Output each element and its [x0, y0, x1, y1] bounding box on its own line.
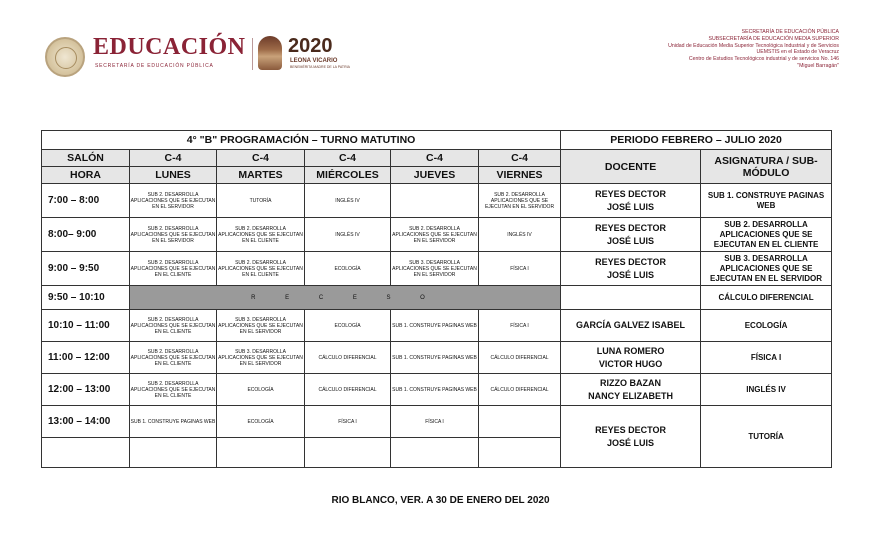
leona-vicario-portrait-icon — [258, 36, 282, 70]
room-cell: C-4 — [479, 150, 561, 167]
institution-line: UEMSTIS en el Estado de Veracruz — [756, 49, 839, 56]
salon-label: SALÓN — [42, 150, 130, 167]
class-cell: CÁLCULO DIFERENCIAL — [305, 374, 391, 406]
class-cell: SUB 2. DESARROLLA APLICACIONES QUE SE EJECUTAN EN EL SERVIDOR — [130, 218, 217, 252]
hour-cell: 9:00 – 9:50 — [42, 252, 130, 286]
schedule-row — [42, 252, 832, 286]
class-cell: SUB 3. DESARROLLA APLICACIONES QUE SE EJECUTAN EN EL SERVIDOR — [217, 310, 305, 342]
mexico-coat-of-arms-icon — [45, 37, 85, 77]
hora-label: HORA — [42, 167, 130, 184]
schedule-row — [42, 310, 832, 342]
docente-name-line: REYES DECTOR — [595, 188, 666, 199]
class-cell: SUB 1. CONSTRUYE PAGINAS WEB — [391, 342, 479, 374]
docente-name-line: RIZZO BAZAN — [600, 377, 662, 388]
class-cell: INGLÉS IV — [479, 218, 561, 252]
docente-cell — [561, 218, 701, 252]
schedule-row — [42, 218, 832, 252]
docente-cell — [561, 310, 701, 342]
empty-cell — [42, 438, 130, 468]
hour-cell: 8:00– 9:00 — [42, 218, 130, 252]
class-cell: ECOLOGÍA — [217, 374, 305, 406]
room-cell: C-4 — [130, 150, 217, 167]
class-cell: TUTORÍA — [217, 184, 305, 218]
class-cell: SUB 2. DESARROLLA APLICACIONES QUE SE EJECUTAN EN EL CLIENTE — [130, 342, 217, 374]
footer-place-date: RIO BLANCO, VER. A 30 DE ENERO DEL 2020 — [331, 495, 550, 506]
sep-logo-text: EDUCACIÓN — [93, 34, 246, 60]
empty-cell — [391, 438, 479, 468]
day-header: JUEVES — [391, 167, 479, 184]
class-cell: FÍSICA I — [479, 252, 561, 286]
docente-name-line: JOSÉ LUIS — [607, 269, 655, 280]
institution-line: SECRETARÍA DE EDUCACIÓN PÚBLICA — [741, 29, 839, 35]
empty-cell — [130, 438, 217, 468]
class-cell: SUB 2. DESARROLLA APLICACIONES QUE SE EJECUTAN EN EL SERVIDOR — [391, 218, 479, 252]
schedule-table — [41, 130, 832, 468]
docente-cell — [561, 286, 701, 310]
institution-line: Unidad de Educación Media Superior Tecnológica Industrial y de Servicios — [668, 42, 839, 49]
docente-name-line: NANCY ELIZABETH — [588, 390, 673, 401]
class-cell: ECOLOGÍA — [305, 252, 391, 286]
docente-cell — [561, 184, 701, 218]
class-cell: SUB 2. DESARROLLA APLICACIONES QUE SE EJECUTAN EN EL CLIENTE — [217, 252, 305, 286]
docente-name-line: JOSÉ LUIS — [607, 201, 655, 212]
class-cell: SUB 2. DESARROLLA APLICACIONES QUE SE EJECUTAN EN EL SERVIDOR — [479, 184, 561, 218]
hour-cell: 13:00 – 14:00 — [42, 406, 130, 438]
period-label: PERIODO FEBRERO – JULIO 2020 — [561, 131, 832, 150]
sep-logo-subtitle: SECRETARÍA DE EDUCACIÓN PÚBLICA — [95, 63, 214, 69]
asignatura-cell: SUB 1. CONSTRUYE PAGINAS WEB — [701, 184, 832, 218]
docente-cell — [561, 374, 701, 406]
docente-header: DOCENTE — [561, 150, 701, 184]
document-header — [0, 0, 881, 100]
year-logo-subtitle: LEONA VICARIO — [290, 58, 338, 64]
hour-cell: 9:50 – 10:10 — [42, 286, 130, 310]
class-cell: ECOLOGÍA — [305, 310, 391, 342]
schedule-row — [42, 184, 832, 218]
schedule-row — [42, 286, 832, 310]
institution-line: SUBSECRETARÍA DE EDUCACIÓN MEDIA SUPERIOR — [708, 35, 839, 42]
institution-line: Centro de Estudios Tecnológicos industrial y de servicios No. 146 — [688, 56, 839, 63]
class-cell — [391, 184, 479, 218]
class-cell: CÁLCULO DIFERENCIAL — [479, 342, 561, 374]
asignatura-cell: INGLÉS IV — [701, 374, 832, 406]
docente-name-line: GARCÍA GALVEZ ISABEL — [576, 320, 686, 330]
class-cell: SUB 2. DESARROLLA APLICACIONES QUE SE EJECUTAN EN EL CLIENTE — [130, 310, 217, 342]
docente-name-line: VICTOR HUGO — [598, 358, 663, 369]
docente-name-line: REYES DECTOR — [595, 256, 666, 267]
class-cell: FÍSICA I — [391, 406, 479, 438]
schedule-title: 4° "B" PROGRAMACIÓN – TURNO MATUTINO — [42, 131, 561, 150]
class-cell: FÍSICA I — [305, 406, 391, 438]
hour-cell: 7:00 – 8:00 — [42, 184, 130, 218]
hour-cell: 11:00 – 12:00 — [42, 342, 130, 374]
day-header: MIÉRCOLES — [305, 167, 391, 184]
empty-cell — [479, 438, 561, 468]
hour-cell: 12:00 – 13:00 — [42, 374, 130, 406]
class-cell: SUB 3. DESARROLLA APLICACIONES QUE SE EJECUTAN EN EL SERVIDOR — [391, 252, 479, 286]
docente-name-line: JOSÉ LUIS — [607, 437, 655, 448]
docente-name-line: REYES DECTOR — [595, 222, 666, 233]
class-cell: CÁLCULO DIFERENCIAL — [305, 342, 391, 374]
class-cell: ECOLOGÍA — [217, 406, 305, 438]
class-cell: SUB 2. DESARROLLA APLICACIONES QUE SE EJECUTAN EN EL CLIENTE — [130, 252, 217, 286]
class-cell: SUB 2. DESARROLLA APLICACIONES QUE SE EJECUTAN EN EL SERVIDOR — [130, 184, 217, 218]
docente-name-line: REYES DECTOR — [595, 424, 666, 435]
year-logo: 2020 — [288, 35, 333, 57]
schedule-row — [42, 406, 832, 438]
class-cell: SUB 1. CONSTRUYE PAGINAS WEB — [391, 310, 479, 342]
room-cell: C-4 — [217, 150, 305, 167]
empty-cell — [217, 438, 305, 468]
asignatura-cell: TUTORÍA — [701, 406, 832, 468]
empty-cell — [305, 438, 391, 468]
asignatura-cell: SUB 3. DESARROLLA APLICACIONES QUE SE EJECUTAN EN EL SERVIDOR — [701, 252, 832, 286]
schedule-row — [42, 342, 832, 374]
class-cell: SUB 2. DESARROLLA APLICACIONES QUE SE EJECUTAN EN EL CLIENTE — [130, 374, 217, 406]
institution-block — [668, 29, 839, 70]
asignatura-header: ASIGNATURA / SUB-MÓDULO — [701, 150, 832, 184]
institution-line: "Miguel Barragán" — [797, 62, 839, 69]
docente-cell — [561, 406, 701, 468]
class-cell: SUB 1. CONSTRUYE PAGINAS WEB — [130, 406, 217, 438]
day-header: LUNES — [130, 167, 217, 184]
class-cell — [479, 406, 561, 438]
docente-name-line: JOSÉ LUIS — [607, 235, 655, 246]
docente-name-line: LUNA ROMERO — [596, 345, 665, 356]
asignatura-cell: CÁLCULO DIFERENCIAL — [701, 286, 832, 310]
schedule-row — [42, 374, 832, 406]
room-cell: C-4 — [391, 150, 479, 167]
asignatura-cell: ECOLOGÍA — [701, 310, 832, 342]
day-header: VIERNES — [479, 167, 561, 184]
class-cell: FÍSICA I — [479, 310, 561, 342]
hour-cell: 10:10 – 11:00 — [42, 310, 130, 342]
day-header: MARTES — [217, 167, 305, 184]
docente-cell — [561, 342, 701, 374]
receso-cell: R E C E S O — [130, 286, 561, 310]
room-cell: C-4 — [305, 150, 391, 167]
docente-cell — [561, 252, 701, 286]
class-cell: SUB 2. DESARROLLA APLICACIONES QUE SE EJECUTAN EN EL CLIENTE — [217, 218, 305, 252]
class-cell: INGLÉS IV — [305, 184, 391, 218]
logo-divider — [252, 38, 253, 70]
asignatura-cell: SUB 2. DESARROLLA APLICACIONES QUE SE EJECUTAN EN EL CLIENTE — [701, 218, 832, 252]
class-cell: CÁLCULO DIFERENCIAL — [479, 374, 561, 406]
year-logo-subtitle-2: BENEMÉRITA MADRE DE LA PATRIA — [290, 65, 350, 69]
class-cell: SUB 1. CONSTRUYE PAGINAS WEB — [391, 374, 479, 406]
class-cell: INGLÉS IV — [305, 218, 391, 252]
class-cell: SUB 3. DESARROLLA APLICACIONES QUE SE EJECUTAN EN EL SERVIDOR — [217, 342, 305, 374]
asignatura-cell: FÍSICA I — [701, 342, 832, 374]
